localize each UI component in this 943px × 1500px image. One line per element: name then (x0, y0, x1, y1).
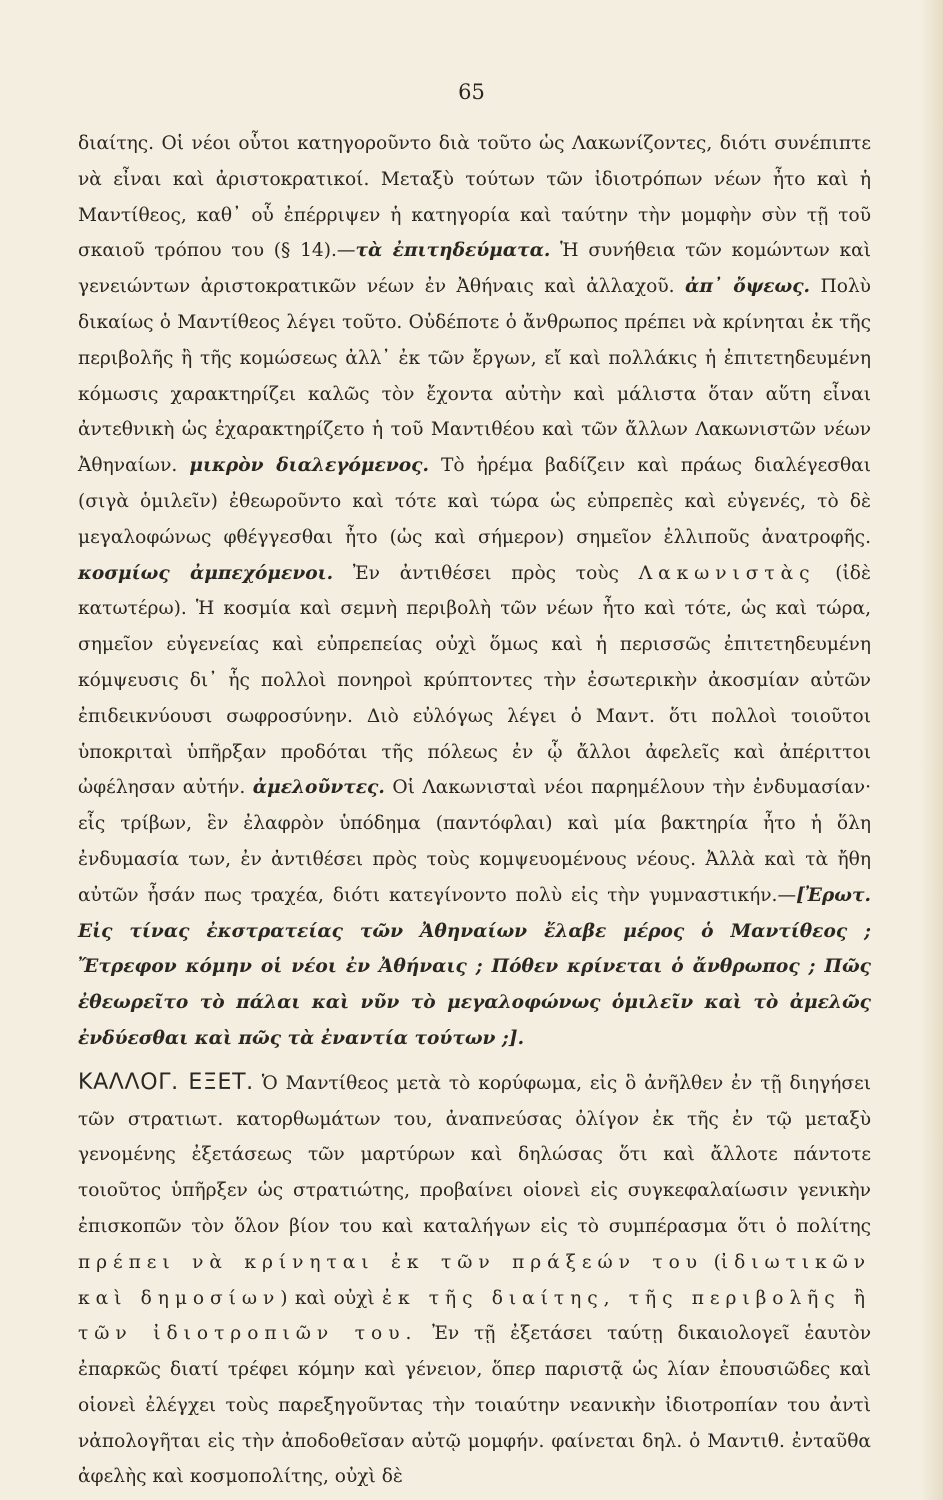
spaced-emphasis: ἐκ τῆς διαίτης, τῆς περιβολῆς ἢ τῶν ἰδιοτροπιῶν του. (78, 1287, 872, 1345)
text-segment: Ὁ Μαντίθεος μετὰ τὸ κορύφωμα, εἰς ὃ ἀνῆλθεν ἐν τῇ διηγήσει τῶν στρατιωτ. κατορθωμάτων του, ἀναπνεύσας ὀλίγον ἐκ τῆς ἐν τῷ μεταξὺ γενομένης ἐξετάσεως τῶν μαρτύρων καὶ δηλώσας ὅτι καὶ ἄλλοτε πάντοτε τοιοῦτος ὑπῆρξεν ὡς στρατιώτης, προβαίνει οἱονεὶ εἰς συγκεφαλαίωσιν γενικὴν ἐπισκοπῶν τὸν ὅλον βίον του καὶ καταλήγων εἰς τὸ συμπέρασμα ὅτι ὁ πολίτης (78, 1072, 872, 1237)
lemma-keyword: ἀμελοῦντες. (252, 777, 385, 799)
lemma-keyword: κοσμίως ἀμπεχόμενοι. (78, 562, 334, 584)
spaced-emphasis: Λακωνιστὰς (638, 562, 816, 584)
spaced-emphasis: ἰδιωτικῶν καὶ δημοσίων (78, 1251, 871, 1309)
text-segment: ) καὶ οὐχὶ (280, 1287, 383, 1309)
spaced-emphasis: πρέπει νὰ κρίνηται ἐκ τῶν πράξεών του (78, 1251, 703, 1273)
study-questions: [Ἐρωτ. Εἰς τίνας ἐκστρατείας τῶν Ἀθηναίων ἔλαβε μέρος ὁ Μαντίθεος ; Ἔτρεφον κόμην οἱ νέοι ἐν Ἀθήναις ; Πόθεν κρίνεται ὁ ἄνθρωπος ; Πῶς ἐθεωρεῖτο τὸ πάλαι καὶ νῦν τὸ μεγαλοφώνως ὁμιλεῖν καὶ τὸ ἀμελῶς ἐνδύεσθαι καὶ πῶς τὰ ἐναντία τούτων ;]. (78, 884, 871, 1049)
text-segment: ( (703, 1251, 721, 1273)
lemma-keyword: τὰ ἐπιτηδεύματα. (355, 240, 551, 262)
page-number: 65 (458, 80, 485, 104)
section-heading: ΚΑΛΛΟΓ. ΕΞΕΤ. (78, 1069, 254, 1095)
text-segment: Τὸ ἠρέμα βαδίζειν καὶ πράως διαλέγεσθαι (σιγὰ ὁμιλεῖν) ἐθεωροῦντο καὶ τότε καὶ τώρα ὡς εὐπρεπὲς καὶ εὐγενές, τὸ δὲ μεγαλοφώνως φθέγγεσθαι ἦτο (ὡς καὶ σήμερον) σημεῖον ἐλλιποῦς ἀνατροφῆς. (78, 455, 872, 548)
commentary-text (78, 126, 871, 1495)
paragraph-commentary-notes (78, 126, 871, 1057)
text-segment: (ἰδὲ κατωτέρω). Ἡ κοσμία καὶ σεμνὴ περιβολὴ τῶν νέων ἦτο καὶ τότε, ὡς καὶ τώρα, σημεῖον εὐγενείας καὶ εὐπρεπείας οὐχὶ ὅμως καὶ ἡ περισσῶς ἐπιτετηδευμένη κόμψευσις δι᾿ ἧς πολλοὶ πονηροὶ κρύπτοντες τὴν ἐσωτερικὴν ἀκοσμίαν αὐτῶν ἐπιδεικνύουσι σωφροσύνην. Διὸ εὐλόγως λέγει ὁ Μαντ. ὅτι πολλοὶ τοιοῦτοι ὑποκριταὶ ὑπῆρξαν προδόται τῆς πόλεως ἐν ᾧ ἄλλοι ἀφελεῖς καὶ ἀπέριττοι ὠφέλησαν αὐτήν. (78, 562, 871, 799)
text-segment: Οἱ Λακωνισταὶ νέοι παρημέλουν τὴν ἐνδυμασίαν· εἷς τρίβων, ἓν ἐλαφρὸν ὑπόδημα (παντόφλαι) καὶ μία βακτηρία ἦτο ἡ ὅλη ἐνδυμασία των, ἐν ἀντιθέσει πρὸς τοὺς κομψευομένους νέους. Ἀλλὰ καὶ τὰ ἤθη αὐτῶν ἦσάν πως τραχέα, διότι κατεγίνοντο πολὺ εἰς τὴν γυμναστικήν.— (78, 777, 871, 906)
text-segment: Ἐν ἀντιθέσει πρὸς τοὺς (333, 562, 639, 584)
lemma-keyword: ἀπ᾿ ὄψεως. (685, 276, 811, 298)
text-segment: Ἡ συνήθεια τῶν κομώντων καὶ γενειώντων ἀριστοκρατικῶν νέων ἐν Ἀθήναις καὶ ἀλλαχοῦ. (78, 240, 872, 298)
text-segment: Ἐν τῇ ἐξετάσει ταύτῃ δικαιολογεῖ ἑαυτὸν ἐπαρκῶς διατί τρέφει κόμην καὶ γένειον, ὅπερ παριστᾷ ὡς λίαν ἐπουσιῶδες καὶ οἱονεὶ ἐλέγχει τοὺς παρεξηγοῦντας τὴν τοιαύτην νεανικὴν ἰδιοτροπίαν του ἀντὶ νἀπολογῆται εἰς τὴν ἀποδοθεῖσαν αὐτῷ μομφήν. φαίνεται δηλ. ὁ Μαντιθ. ἐνταῦθα ἀφελὴς καὶ κοσμοπολίτης, οὐχὶ δὲ (78, 1323, 871, 1488)
lemma-keyword: μικρὸν διαλεγόμενος. (189, 455, 429, 477)
text-segment: Πολὺ δικαίως ὁ Μαντίθεος λέγει τοῦτο. Οὐδέποτε ὁ ἄνθρωπος πρέπει νὰ κρίνηται ἐκ τῆς περιβολῆς ἢ τῆς κομώσεως ἀλλ᾿ ἐκ τῶν ἔργων, εἴ καὶ πολλάκις ἡ ἐπιτετηδευμένη κόμωσις χαρακτηρίζει καλῶς τὸν ἔχοντα αὐτὴν καὶ μάλιστα ὅταν αὕτη εἶναι ἀντεθνικὴ ὡς ἐχαρακτηρίζετο ἡ τοῦ Μαντιθέου καὶ τῶν ἄλλων Λακωνιστῶν νέων Ἀθηναίων. (78, 276, 871, 477)
text-segment: διαίτης. Οἱ νέοι οὗτοι κατηγοροῦντο διὰ τοῦτο ὡς Λακωνίζοντες, διότι συνέπιπτε νὰ εἶναι καὶ ἀριστοκρατικοί. Μεταξὺ τούτων τῶν ἰδιοτρόπων νέων ἦτο καὶ ἡ Μαντίθεος, καθ᾿ οὗ ἐπέρριψεν ἡ κατηγορία καὶ ταύτην τὴν μομφὴν σὺν τῇ τοῦ σκαιοῦ τρόπου του (§ 14).— (78, 133, 871, 262)
page-edge-shadow (921, 0, 943, 1500)
paragraph-aesthetic-analysis (78, 1065, 871, 1496)
